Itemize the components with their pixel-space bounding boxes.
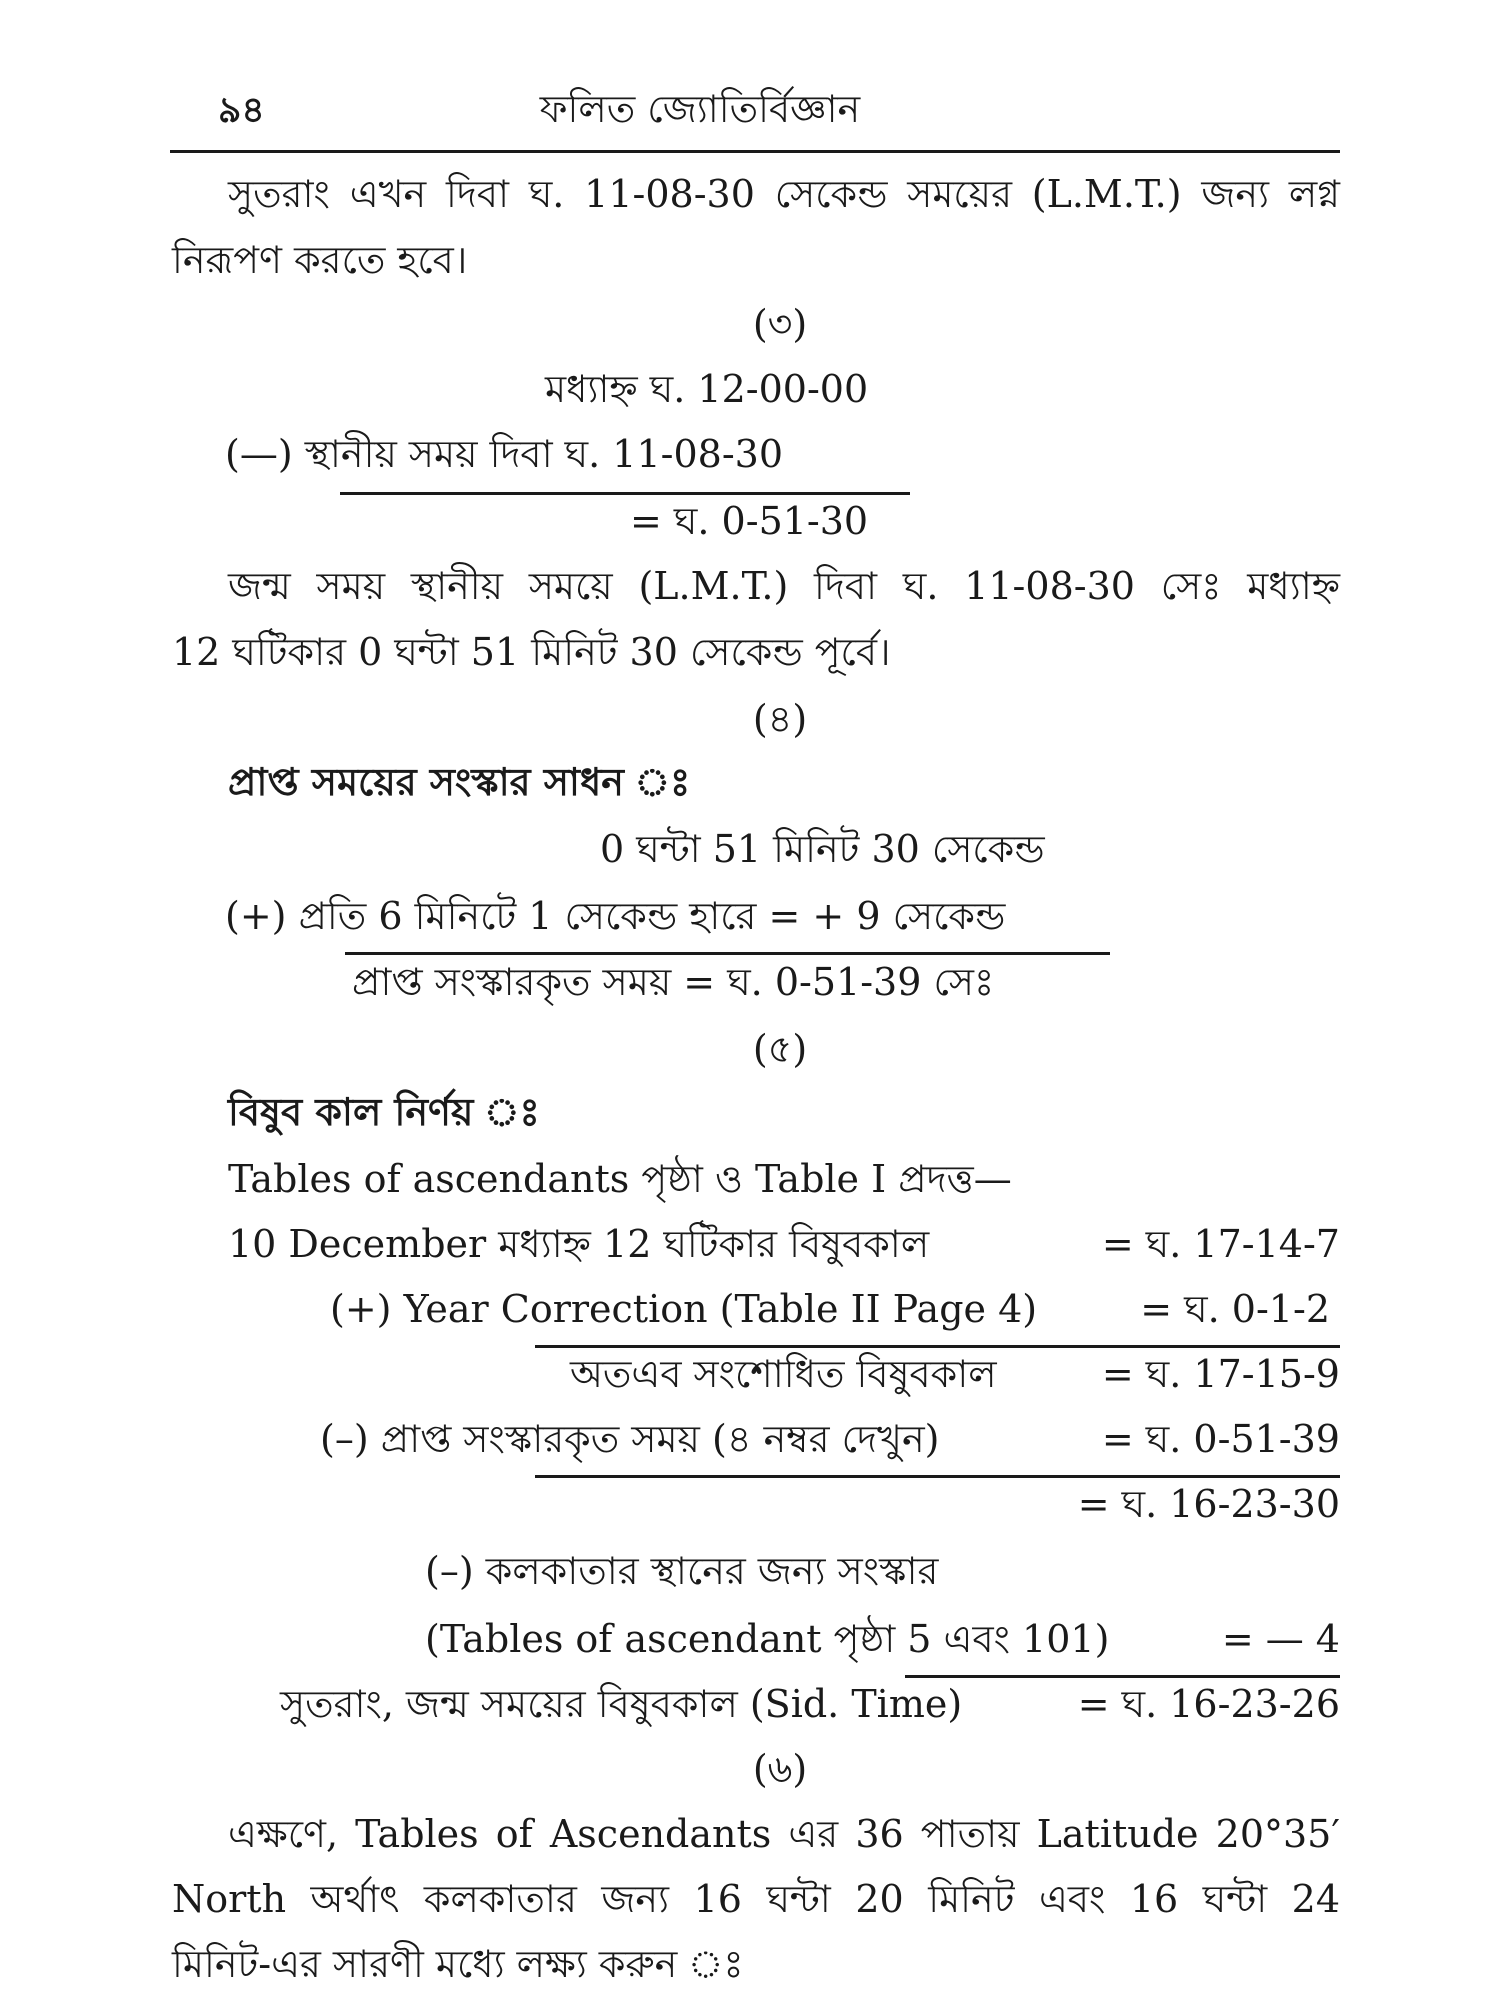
ascendant-table-ref-value: = — 4 bbox=[1221, 1617, 1340, 1661]
intro-line-1: সুতরাং এখন দিবা ঘ. 11-08-30 সেকেন্ড সময়ের (L.M.T.) জন্য লগ্ন bbox=[228, 172, 1340, 216]
noon-line: মধ্যাহ্ন ঘ. 12-00-00 bbox=[545, 367, 869, 411]
section-3-para-2: 12 ঘটিকার 0 ঘন্টা 51 মিনিট 30 সেকেন্ড পূর্বে। bbox=[172, 630, 891, 674]
section-3-result: = ঘ. 0-51-30 bbox=[630, 499, 869, 543]
sum-rule-3 bbox=[340, 492, 910, 495]
section-6-para-2: North অর্থাৎ কলকাতার জন্য 16 ঘন্টা 20 মিনিট এবং 16 ঘন্টা 24 bbox=[172, 1877, 1340, 1921]
december-sidereal-label: 10 December মধ্যাহ্ন 12 ঘটিকার বিষুবকাল bbox=[228, 1222, 930, 1266]
corrected-time-subtract-label: (–) প্রাপ্ত সংস্কারকৃত সময় (৪ নম্বর দেখুন) bbox=[320, 1417, 940, 1461]
sum-rule-5b bbox=[535, 1475, 1340, 1478]
corrected-time-subtract-value: = ঘ. 0-51-39 bbox=[1101, 1417, 1340, 1461]
section-6-para-3: মিনিট-এর সারণী মধ্যে লক্ষ্য করুন ঃ bbox=[172, 1942, 744, 1986]
corrected-sidereal-value: = ঘ. 17-15-9 bbox=[1101, 1352, 1340, 1396]
sum-rule-5c bbox=[905, 1675, 1340, 1678]
header-rule bbox=[170, 150, 1340, 153]
section-5-line-1: Tables of ascendants পৃষ্ঠা ও Table I প্রদত্ত— bbox=[228, 1157, 1012, 1201]
section-3-heading: (৩) bbox=[752, 302, 808, 346]
section-4-line-2: (+) প্রতি 6 মিনিটে 1 সেকেন্ড হারে = + 9 সেকেন্ড bbox=[225, 894, 1006, 938]
page-number: ৯৪ bbox=[218, 89, 265, 131]
section-6-para-1: এক্ষণে, Tables of Ascendants এর 36 পাতায় Latitude 20°35′ bbox=[228, 1812, 1340, 1856]
sum-rule-5a bbox=[535, 1345, 1340, 1348]
corrected-sidereal-label: অতএব সংশোধিত বিষুবকাল bbox=[570, 1352, 997, 1396]
section-6-heading: (৬) bbox=[752, 1747, 808, 1791]
ascendant-table-ref-label: (Tables of ascendant পৃষ্ঠা 5 এবং 101) bbox=[425, 1617, 1110, 1661]
section-5-subheading: বিষুব কাল নির্ণয় ঃ bbox=[228, 1089, 540, 1134]
section-4-heading: (৪) bbox=[752, 697, 808, 741]
section-4-line-3: প্রাপ্ত সংস্কারকৃত সময় = ঘ. 0-51-39 সেঃ bbox=[352, 960, 995, 1004]
sum-rule-4 bbox=[345, 952, 1110, 955]
kolkata-correction-line: (–) কলকাতার স্থানের জন্য সংস্কার bbox=[425, 1549, 939, 1593]
year-correction-label: (+) Year Correction (Table II Page 4) bbox=[330, 1287, 1038, 1331]
sidereal-time-label: সুতরাং, জন্ম সময়ের বিষুবকাল (Sid. Time) bbox=[280, 1682, 963, 1726]
section-4-line-1: 0 ঘন্টা 51 মিনিট 30 সেকেন্ড bbox=[600, 827, 1045, 871]
sidereal-time-value: = ঘ. 16-23-26 bbox=[1077, 1682, 1340, 1726]
section-3-para-1: জন্ম সময় স্থানীয় সময়ে (L.M.T.) দিবা ঘ. 11-08-30 সেঃ মধ্যাহ্ন bbox=[228, 564, 1340, 608]
year-correction-value: = ঘ. 0-1-2 bbox=[1140, 1287, 1330, 1331]
intermediate-result-value: = ঘ. 16-23-30 bbox=[1077, 1482, 1340, 1526]
local-time-subtract: (—) স্থানীয় সময় দিবা ঘ. 11-08-30 bbox=[225, 432, 784, 476]
december-sidereal-value: = ঘ. 17-14-7 bbox=[1101, 1222, 1340, 1266]
section-5-heading: (৫) bbox=[752, 1027, 808, 1071]
running-title: ফলিত জ্যোতির্বিজ্ঞান bbox=[539, 87, 861, 131]
section-4-subheading: প্রাপ্ত সময়ের সংস্কার সাধন ঃ bbox=[228, 759, 691, 804]
intro-line-2: নিরূপণ করতে হবে। bbox=[172, 238, 468, 282]
